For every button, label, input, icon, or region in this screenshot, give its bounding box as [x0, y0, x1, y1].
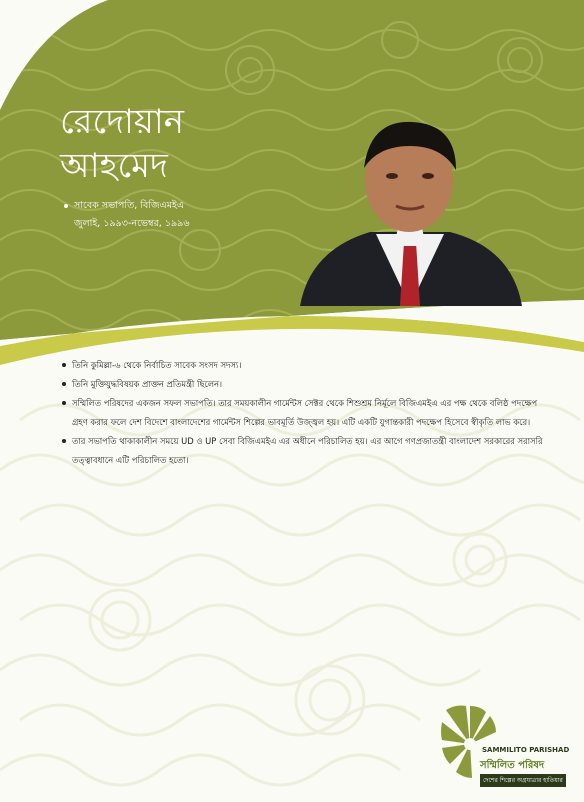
list-item: তিনি মুক্তিযুদ্ধবিষয়ক প্রাক্তন প্রতিমন্ত্রী ছিলেন। [62, 375, 548, 394]
logo-name-bn: সম্মিলিত পরিষদ [480, 760, 545, 771]
person-name [60, 100, 184, 188]
name-line-2: আহমেদ [60, 146, 168, 186]
role-bullet [64, 204, 68, 208]
role-info [64, 197, 190, 233]
list-item: সম্মিলিত পরিষদের একজন সফল সভাপতি। তার সময়কালীন গার্মেন্টস সেক্টর থেকে শিশুশ্রম নির্মূলে বিজিএমইএ এর পক্ষ থেকে বলিষ্ঠ পদক্ষেপ গ্রহণ করার ফলে দেশ বিদেশে বাংলাদেশের গার্মেন্টস শিল্পের ভাবমূর্তি উজ্জ্বল হয়। এটি একটি যুগান্তকারী পদক্ষেপ হিসেবে স্বীকৃতি লাভ করে। [62, 394, 548, 432]
role-text: সাবেক সভাপতি, বিজিএমইএ [74, 200, 185, 211]
logo-tagline: দেশের শিল্পের অগ্রযাত্রার হাতিয়ার [480, 774, 566, 787]
list-item: তার সভাপতি থাকাকালীন সময়ে UD ও UP সেবা বিজিএমইএ এর অধীনে পরিচালিত হয়। এর আগে গণপ্রজাতন্ত্রী বাংলাদেশ সরকারের সরাসরি তত্ত্বাবধানে এটি পরিচালিত হতো। [62, 432, 548, 470]
tenure-text: জুলাই, ১৯৯৩-নভেম্বর, ১৯৯৬ [74, 218, 190, 229]
name-line-1: রেদোয়ান [60, 102, 185, 142]
logo-name-en: SAMMILITO PARISHAD [482, 746, 570, 754]
list-item: তিনি কুমিল্লা-৬ থেকে নির্বাচিত সাবেক সংসদ সদস্য। [62, 356, 548, 375]
sammilito-parishad-logo [440, 700, 570, 790]
portrait-photo [290, 110, 530, 306]
highlights-list [62, 356, 548, 470]
